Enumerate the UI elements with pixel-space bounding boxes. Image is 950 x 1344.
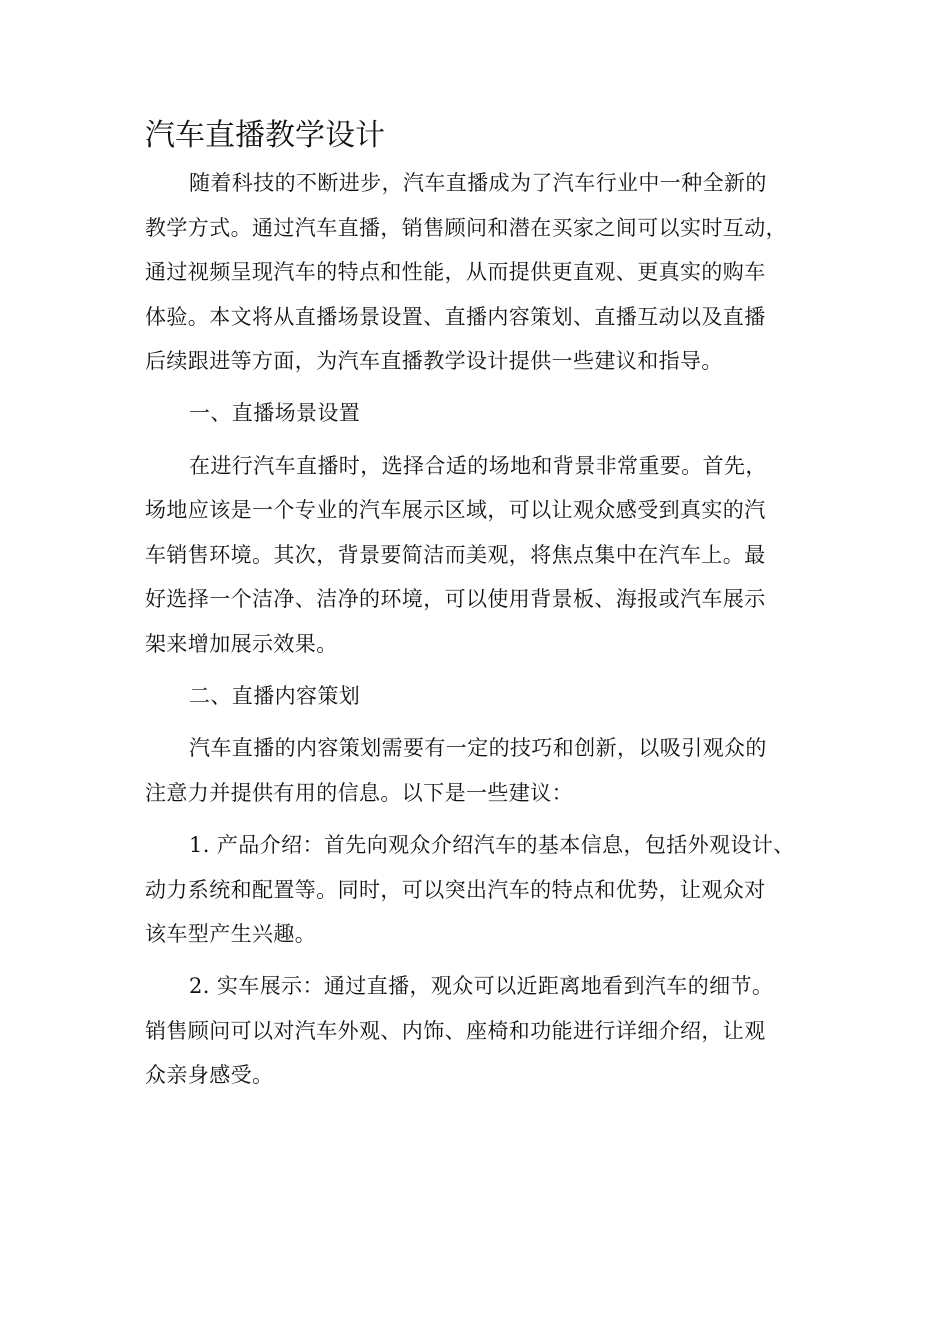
intro-line-5: 后续跟进等方面，为汽车直播教学设计提供一些建议和指导。	[145, 349, 723, 373]
section2-line-2: 注意力并提供有用的信息。以下是一些建议：	[145, 781, 573, 805]
item2-line-2: 销售顾问可以对汽车外观、内饰、座椅和功能进行详细介绍，让观	[145, 1019, 766, 1043]
intro-line-3: 通过视频呈现汽车的特点和性能，从而提供更直观、更真实的购车	[145, 260, 766, 284]
intro-line-4: 体验。本文将从直播场景设置、直播内容策划、直播互动以及直播	[145, 305, 766, 329]
section1-heading: 一、直播场景设置	[189, 401, 361, 425]
section1-line-5: 架来增加展示效果。	[145, 632, 338, 656]
section1-line-1: 在进行汽车直播时，选择合适的场地和背景非常重要。首先，	[189, 454, 767, 478]
document-title: 汽车直播教学设计	[145, 118, 385, 153]
item1-line-3: 该车型产生兴趣。	[145, 922, 317, 946]
section1-line-3: 车销售环境。其次，背景要简洁而美观，将焦点集中在汽车上。最	[145, 543, 766, 567]
section2-line-1: 汽车直播的内容策划需要有一定的技巧和创新，以吸引观众的	[189, 736, 767, 760]
section1-line-2: 场地应该是一个专业的汽车展示区域，可以让观众感受到真实的汽	[145, 498, 766, 522]
item2-line-1: 2. 实车展示：通过直播，观众可以近距离地看到汽车的细节。	[189, 974, 774, 998]
section2-heading: 二、直播内容策划	[189, 684, 361, 708]
item1-line-1: 1. 产品介绍：首先向观众介绍汽车的基本信息，包括外观设计、	[189, 833, 795, 857]
intro-line-1: 随着科技的不断进步，汽车直播成为了汽车行业中一种全新的	[189, 171, 767, 195]
item1-line-2: 动力系统和配置等。同时，可以突出汽车的特点和优势，让观众对	[145, 878, 766, 902]
item2-line-3: 众亲身感受。	[145, 1063, 274, 1087]
section1-line-4: 好选择一个洁净、洁净的环境，可以使用背景板、海报或汽车展示	[145, 587, 766, 611]
intro-line-2: 教学方式。通过汽车直播，销售顾问和潜在买家之间可以实时互动，	[145, 216, 787, 240]
